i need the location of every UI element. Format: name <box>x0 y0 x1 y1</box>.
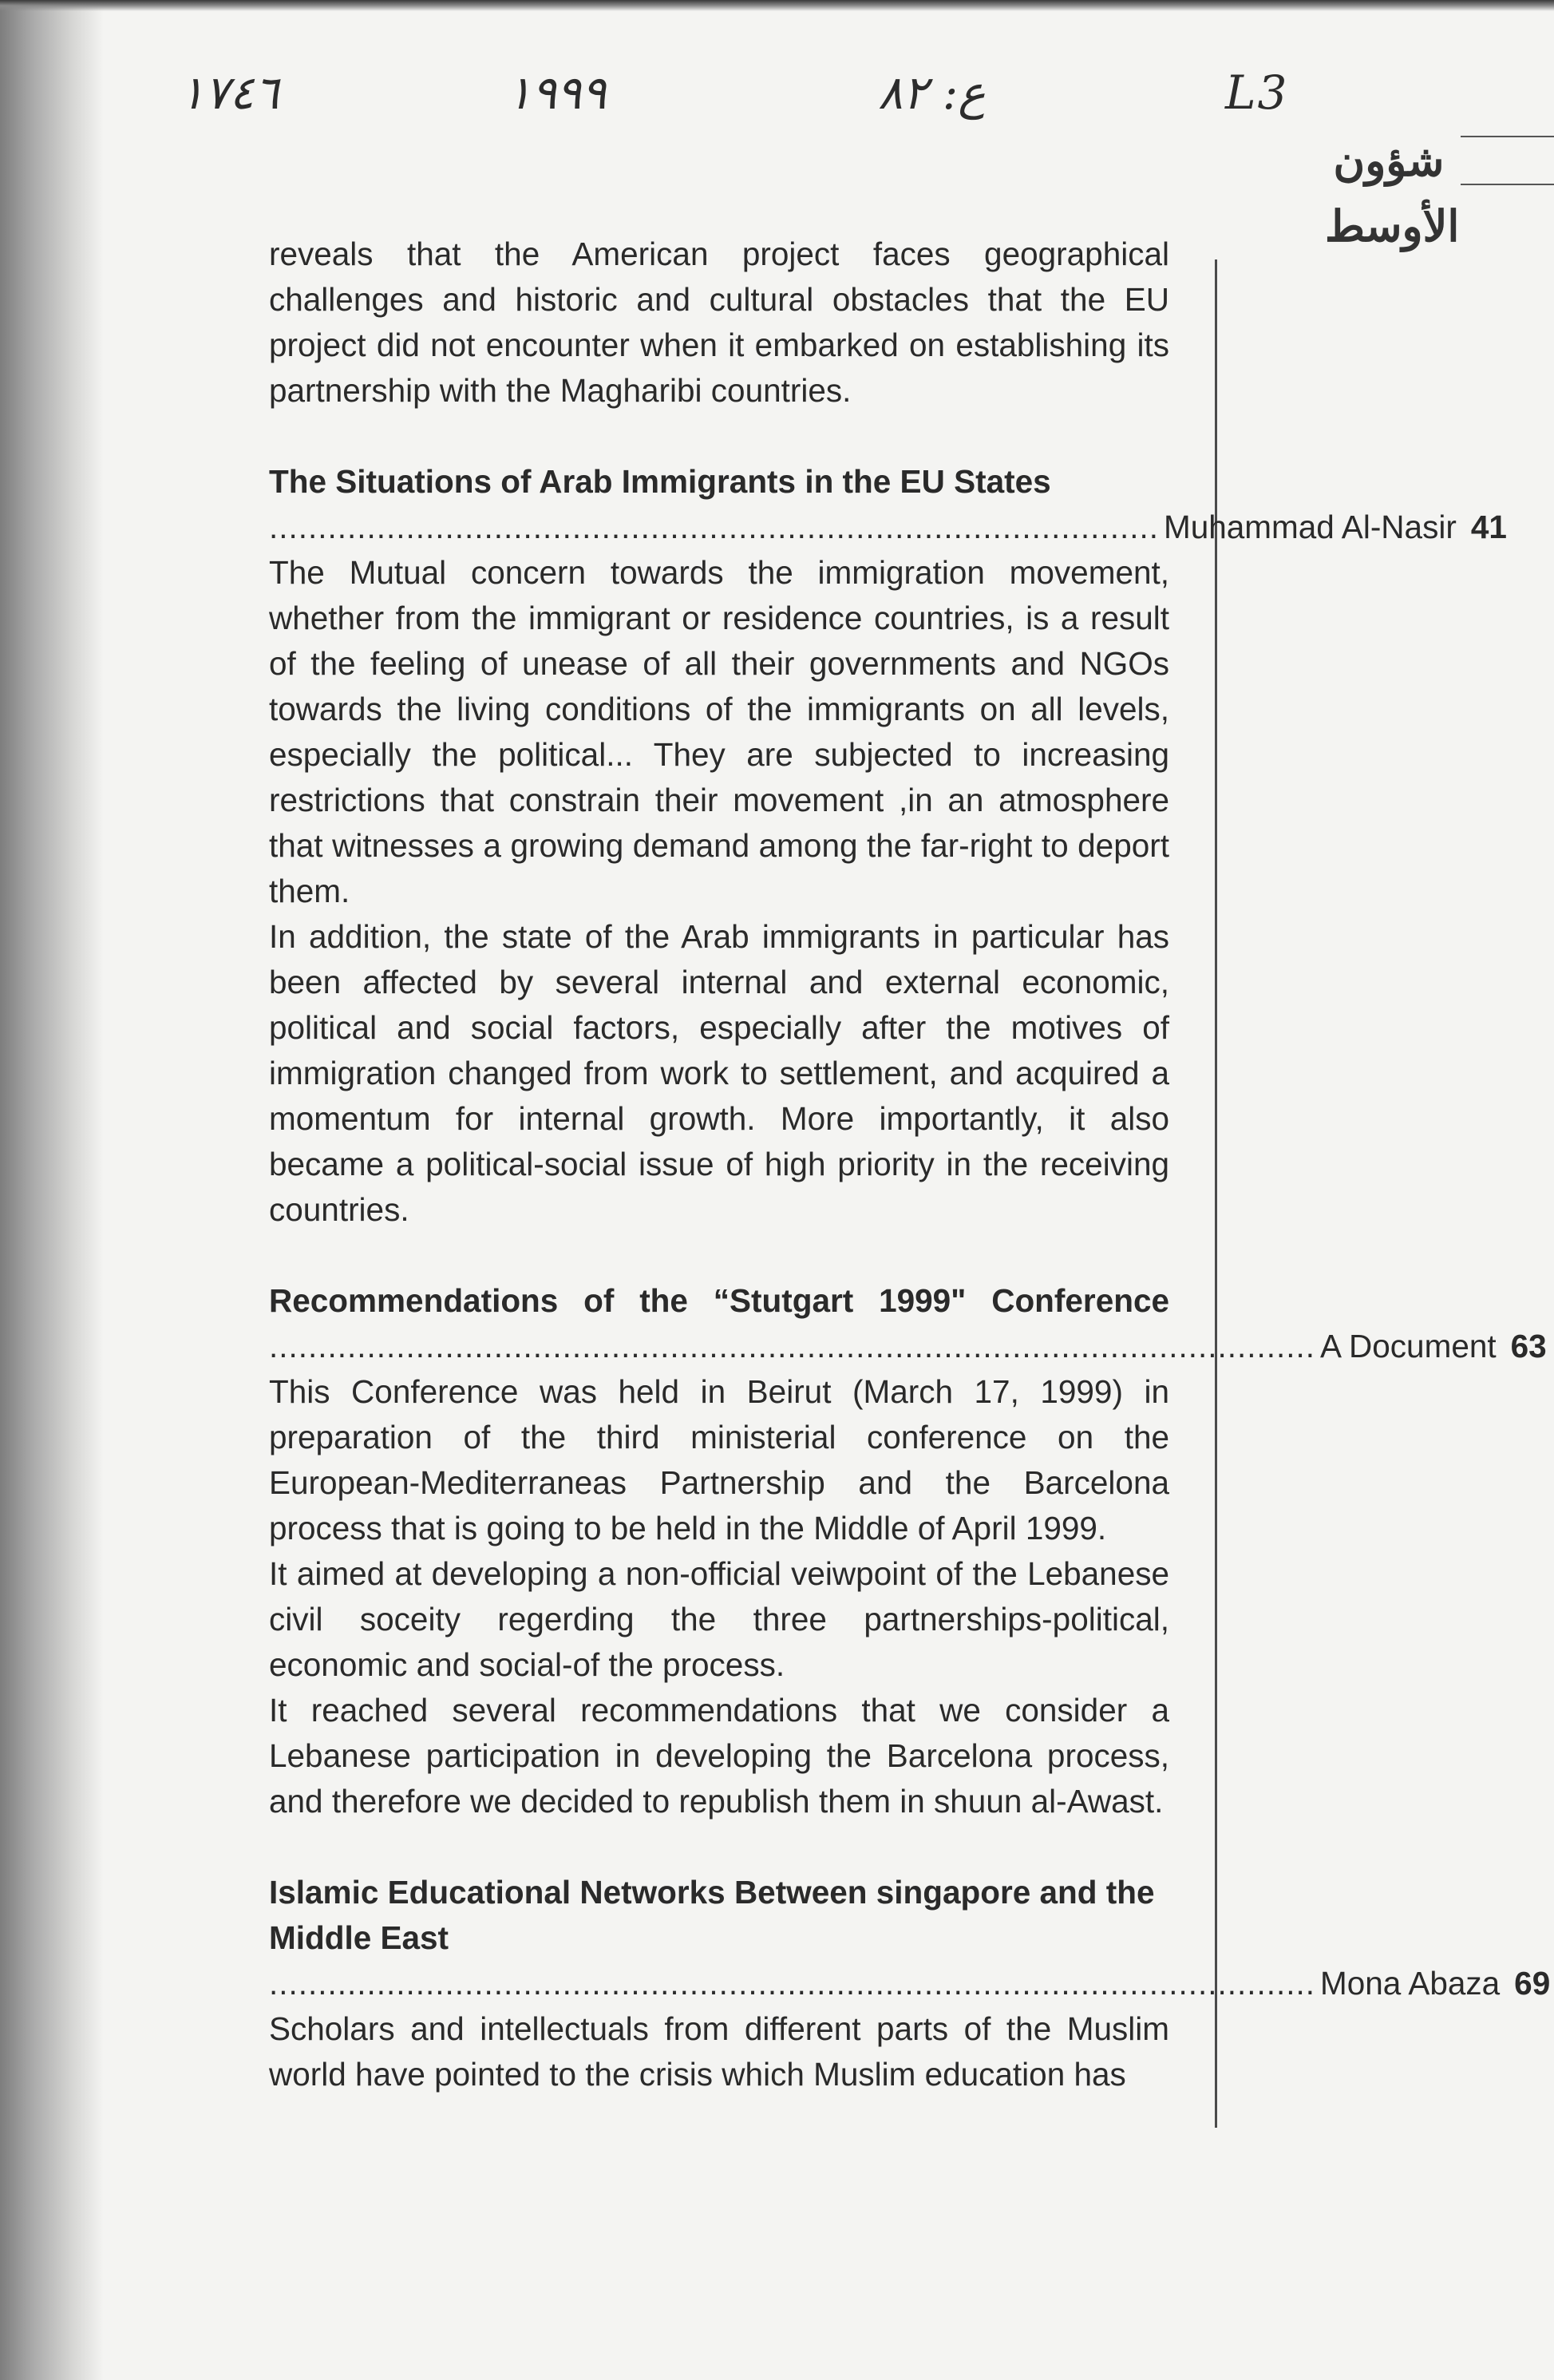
article-paragraph: This Conference was held in Beirut (March 17, 1999) in preparation of the third ministerial conference on the European-Mediterraneas Partnership and the Barcelona process that is going to be held in the Middle of April 1999. <box>269 1373 1169 1546</box>
page-number: 69 <box>1514 1965 1551 2002</box>
article-byline <box>269 1961 1551 2006</box>
article-author: Muhammad Al-Nasir <box>1163 509 1457 545</box>
masthead-logo: شؤون الأوسط <box>1325 135 1460 251</box>
article <box>269 1278 1547 1824</box>
page-number: 41 <box>1470 509 1507 545</box>
leader-dots: ........................................................................................................... <box>269 1328 1315 1364</box>
handwritten-note: ١٩٩٩ <box>507 65 607 120</box>
article-byline <box>269 1324 1547 1369</box>
article-paragraph: Scholars and intellectuals from different parts of the Muslim world have pointed to the crisis which Muslim education has <box>269 2010 1169 2093</box>
article-title: Islamic Educational Networks Between singapore and the Middle East <box>269 1874 1155 1956</box>
masthead-rule <box>1461 136 1554 137</box>
page-number: 63 <box>1510 1328 1547 1364</box>
masthead-rule <box>1461 184 1554 185</box>
article-author: Mona Abaza <box>1320 1965 1501 2002</box>
article-continuation <box>269 232 1169 414</box>
article-byline <box>269 505 1507 550</box>
article-paragraph: The Mutual concern towards the immigration movement, whether from the immigrant or residence countries, is a result of the feeling of unease of all their governments and NGOs towards the living conditions of the immigrants on all levels, especially the political... They are subjected to increasing restrictions that constrain their movement ,in an atmosphere that witnesses a growing demand among the far-right to deport them. <box>269 554 1169 909</box>
article-paragraph: reveals that the American project faces geographical challenges and historic and cultural obstacles that the EU project did not encounter when it embarked on establishing its partnership with the Magharibi countries. <box>269 236 1169 409</box>
leader-dots: ........................................................................................................... <box>269 1965 1315 2002</box>
article-paragraph: It aimed at developing a non-official veiwpoint of the Lebanese civil soceity regerding the three partnerships-political, economic and social-of the process. <box>269 1555 1169 1683</box>
spacer <box>269 1233 1169 1278</box>
page-body <box>269 232 1551 2097</box>
article-paragraph: In addition, the state of the Arab immigrants in particular has been affected by several internal and external economic, political and social factors, especially after the motives of immigration changed from work to settlement, and acquired a momentum for internal growth. More importantly, it also became a political-social issue of high priority in the receiving countries. <box>269 918 1169 1228</box>
handwritten-note: ١٧٤٦ <box>180 65 279 120</box>
article-paragraph: It reached several recommendations that we consider a Lebanese participation in developing the Barcelona process, and therefore we decided to republish them in shuun al-Awast. <box>269 1692 1169 1820</box>
handwritten-note: L3 <box>1225 65 1289 120</box>
article <box>269 459 1507 1233</box>
spacer <box>269 1824 1169 1870</box>
scan-edge-left <box>0 0 104 2380</box>
leader-dots: ........................................................................................... <box>269 509 1159 545</box>
article-author: A Document <box>1320 1328 1497 1364</box>
article-title: The Situations of Arab Immigrants in the EU States <box>269 463 1051 500</box>
scan-edge-top <box>0 0 1554 11</box>
handwritten-note: ع: ٨٢ <box>878 65 986 120</box>
article-title: Recommendations of the “Stutgart 1999" Conference <box>269 1282 1169 1319</box>
article <box>269 1870 1551 2097</box>
spacer <box>269 414 1169 459</box>
